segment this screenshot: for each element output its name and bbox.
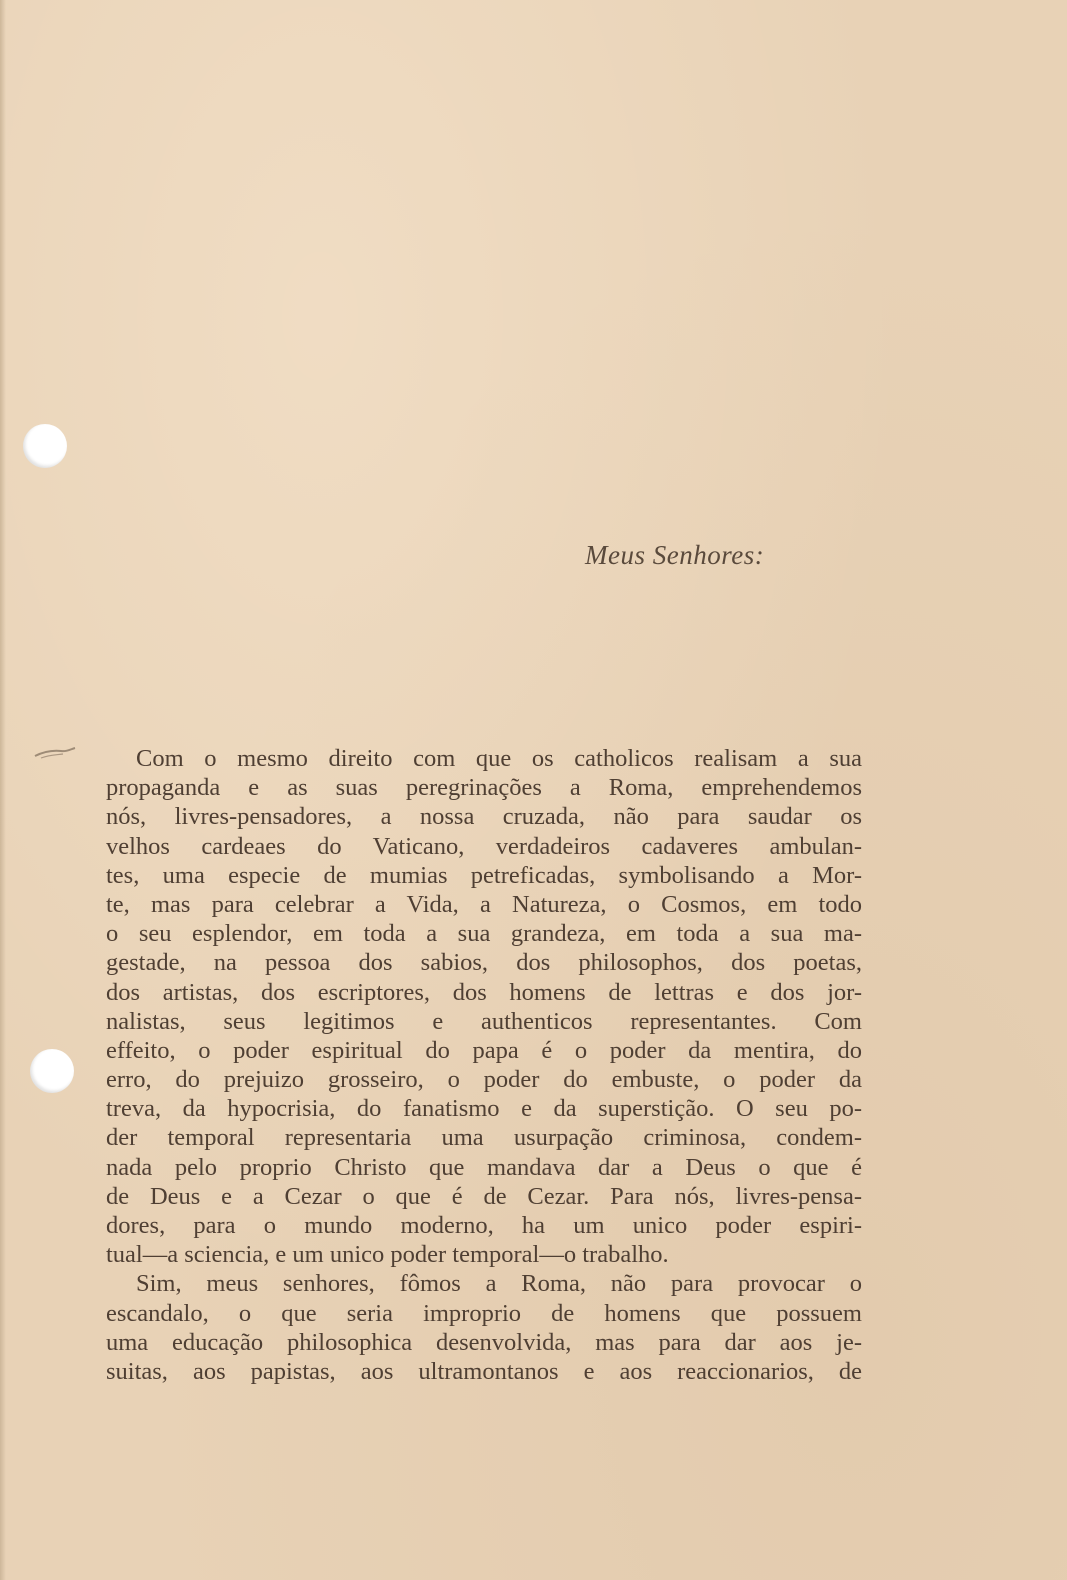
text-line: Com o mesmo direito com que os catholicos realisam a sua xyxy=(136,745,862,772)
text-line: erro, do prejuizo grosseiro, o poder do embuste, o poder da xyxy=(106,1066,862,1094)
salutation-heading: Meus Senhores: xyxy=(585,540,765,570)
text-line: escandalo, o que seria improprio de homens que possuem xyxy=(106,1299,862,1327)
punch-hole-icon xyxy=(30,1049,74,1093)
text-line: tes, uma especie de mumias petreficadas, symbolisando a Mor- xyxy=(106,861,862,889)
text-line: nós, livres-pensadores, a nossa cruzada, não para saudar os xyxy=(106,803,862,831)
text-line: velhos cardeaes do Vaticano, verdadeiros cadaveres ambulan- xyxy=(106,832,862,860)
ink-smudge-icon xyxy=(33,746,77,760)
page-left-edge xyxy=(0,0,6,1580)
text-line: de Deus e a Cezar o que é de Cezar. Para nós, livres-pensa- xyxy=(106,1182,862,1210)
text-line: dores, para o mundo moderno, ha um unico poder espiri- xyxy=(106,1212,862,1239)
text-line: der temporal representaria uma usurpação criminosa, condem- xyxy=(106,1124,862,1152)
text-line: te, mas para celebrar a Vida, a Natureza, o Cosmos, em todo xyxy=(106,890,862,918)
text-line: nalistas, seus legitimos e authenticos representantes. Com xyxy=(106,1007,862,1035)
text-line: tual—a sciencia, e um unico poder temporal—o trabalho. xyxy=(106,1241,669,1269)
text-line: nada pelo proprio Christo que mandava dar a Deus o que é xyxy=(106,1153,862,1181)
paragraph-2 xyxy=(106,1269,862,1386)
punch-hole-icon xyxy=(23,424,67,468)
text-line: suitas, aos papistas, aos ultramontanos e aos reaccionarios, de xyxy=(106,1357,862,1385)
text-line: o seu esplendor, em toda a sua grandeza, em toda a sua ma- xyxy=(106,920,862,948)
text-line: propaganda e as suas peregrinações a Roma, emprehendemos xyxy=(106,774,862,802)
text-line: treva, da hypocrisia, do fanatismo e da superstição. O seu po- xyxy=(106,1095,862,1123)
text-line: dos artistas, dos escriptores, dos homens de lettras e dos jor- xyxy=(106,978,862,1006)
text-line: gestade, na pessoa dos sabios, dos philosophos, dos poetas, xyxy=(106,949,862,977)
paragraph-1 xyxy=(106,744,862,1269)
body-text xyxy=(106,744,862,1386)
text-line: uma educação philosophica desenvolvida, mas para dar aos je- xyxy=(106,1328,862,1356)
text-line: Sim, meus senhores, fômos a Roma, não para provocar o xyxy=(136,1270,862,1298)
text-line: effeito, o poder espiritual do papa é o poder da mentira, do xyxy=(106,1036,862,1064)
